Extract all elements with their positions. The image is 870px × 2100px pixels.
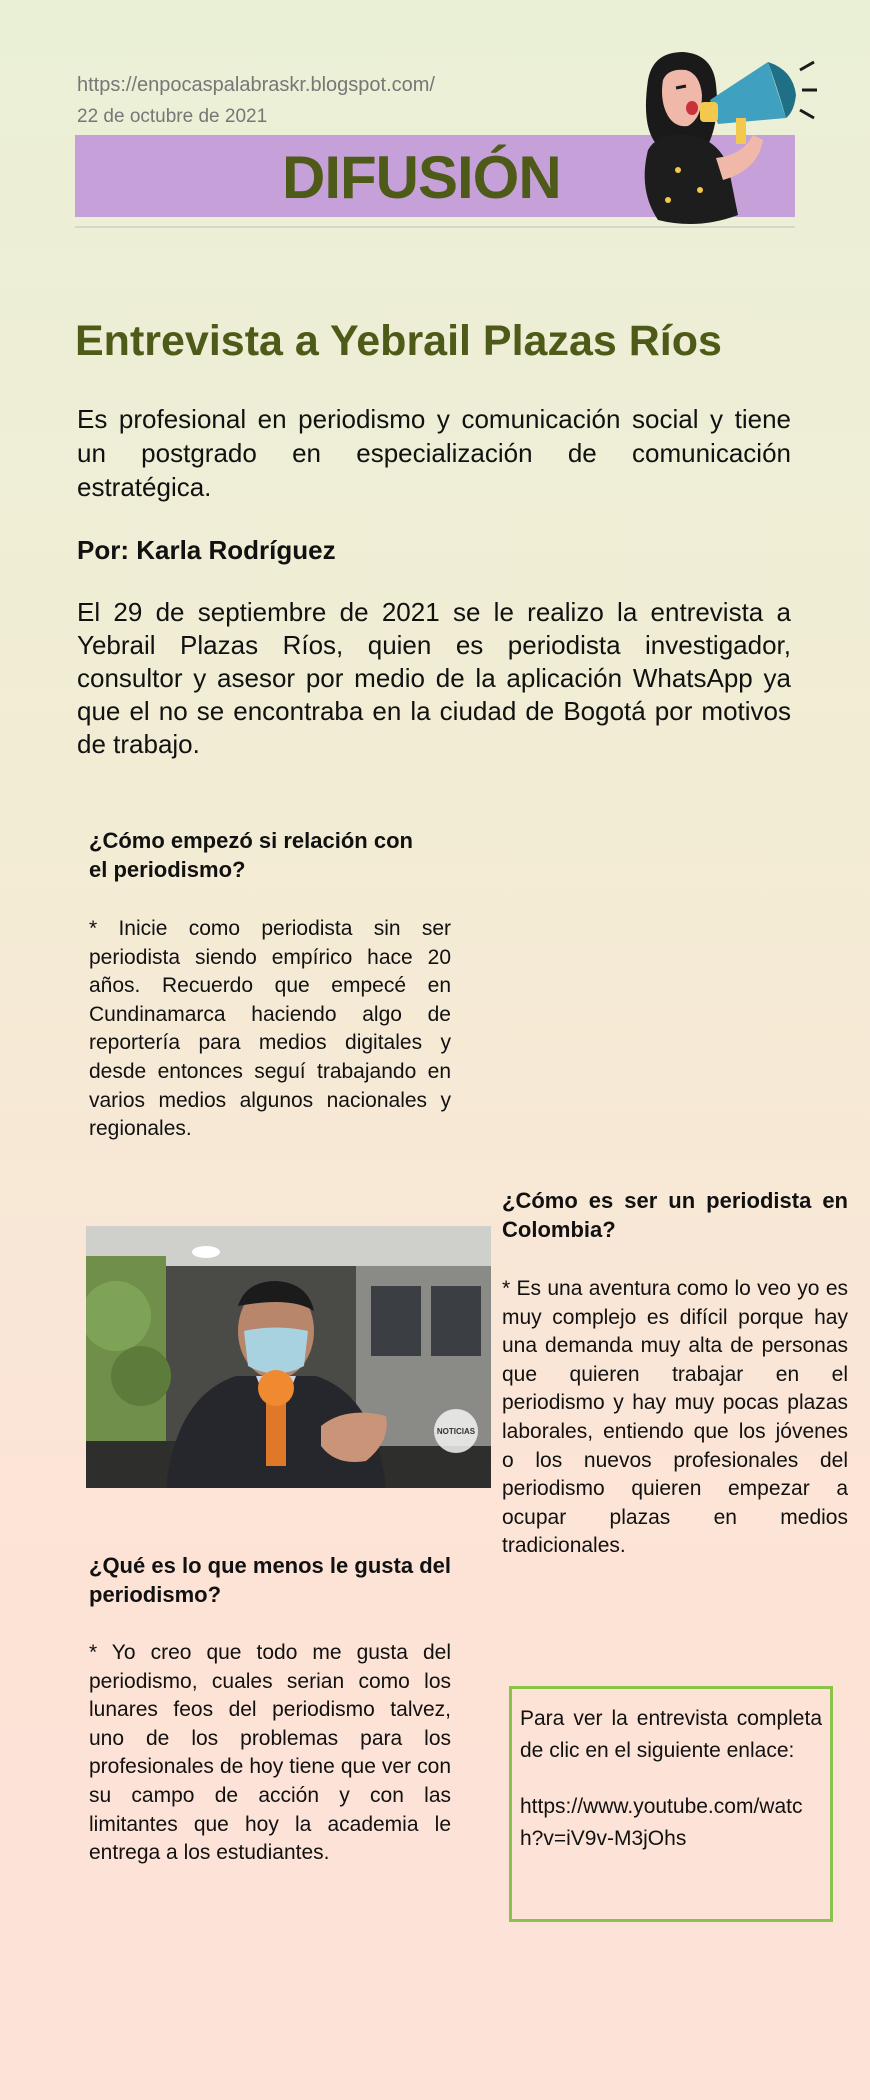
question-1: ¿Cómo empezó si relación con el periodismo?	[89, 828, 413, 882]
interviewee-photo	[86, 1226, 491, 1488]
woman-megaphone-icon	[618, 40, 818, 240]
article-headline: Entrevista a Yebrail Plazas Ríos	[75, 317, 722, 365]
article-intro: Es profesional en periodismo y comunicación social y tiene un postgrado en especialización de comunicación estratégica.	[77, 404, 791, 502]
answer-3: * Yo creo que todo me gusta del periodismo, cuales serian como los lunares feos del periodismo talvez, uno de los problemas para los profesionales de hoy tiene que ver con su campo de acción y con las limitantes que hoy la academia le entrega a los estudiantes.	[89, 1641, 451, 1865]
article-lead: El 29 de septiembre de 2021 se le realizo la entrevista a Yebrail Plazas Ríos, quien es periodista investigador, consultor y asesor por medio de la aplicación WhatsApp ya que el no se encontraba en la ciudad de Bogotá por motivos de trabajo.	[77, 597, 791, 759]
question-2: ¿Cómo es ser un periodista en Colombia?	[502, 1188, 848, 1242]
section-title: DIFUSIÓN	[282, 144, 561, 211]
youtube-link[interactable]: https://www.youtube.com/watch?v=iV9v-M3jOhs	[520, 1795, 803, 1850]
interview-link-box	[509, 1686, 833, 1922]
answer-2: * Es una aventura como lo veo yo es muy complejo es difícil porque hay una demanda muy alta de personas que quieren trabajar en el periodismo y hay muy pocas plazas laborales, entiendo que los jóvenes o los nuevos profesionales del periodismo quieren empezar a ocupar plazas en medios tradicionales.	[502, 1277, 848, 1558]
publication-date: 22 de octubre de 2021	[77, 106, 268, 127]
mic-logo-text: NOTICIAS	[436, 1427, 476, 1436]
link-box-text: Para ver la entrevista completa de clic en el siguiente enlace:	[520, 1707, 822, 1762]
question-3: ¿Qué es lo que menos le gusta del periodismo?	[89, 1553, 451, 1607]
article-byline: Por: Karla Rodríguez	[77, 535, 336, 565]
blog-url[interactable]: https://enpocaspalabraskr.blogspot.com/	[77, 74, 435, 96]
answer-1: * Inicie como periodista sin ser periodista siendo empírico hace 20 años. Recuerdo que empecé en Cundinamarca haciendo algo de reportería para medios digitales y desde entonces seguí trabajando en varios medios algunos nacionales y regionales.	[89, 917, 451, 1141]
